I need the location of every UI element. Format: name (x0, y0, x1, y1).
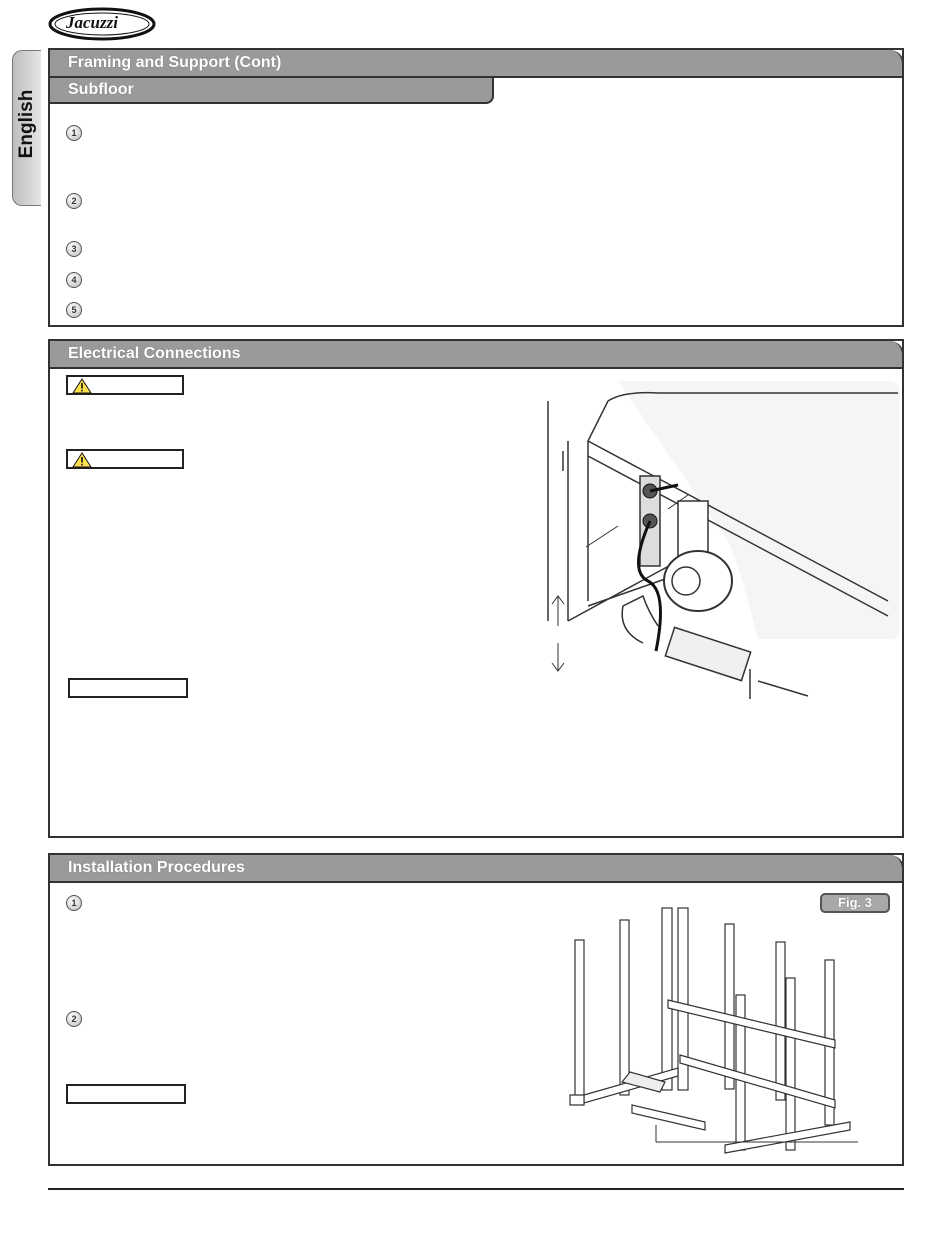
logo-text: Jacuzzi (66, 13, 118, 32)
footer-divider (48, 1188, 904, 1190)
electrical-connection-illustration (528, 381, 908, 711)
framing-section (48, 48, 904, 327)
step-number-1: 1 (66, 895, 82, 911)
step-number-2: 2 (66, 1011, 82, 1027)
step-number-1: 1 (66, 125, 82, 141)
step-number-2: 2 (66, 193, 82, 209)
electrical-section-title: Electrical Connections (50, 341, 904, 369)
step-number-3: 3 (66, 241, 82, 257)
step-number-4: 4 (66, 272, 82, 288)
danger-warning-box (66, 375, 184, 395)
note-box (66, 1084, 186, 1104)
subfloor-subtitle: Subfloor (50, 78, 494, 104)
language-tab-label: English (16, 89, 37, 159)
framing-section-title: Framing and Support (Cont) (50, 50, 904, 78)
installation-section-title: Installation Procedures (50, 855, 904, 883)
language-tab[interactable] (12, 50, 41, 206)
step-number-5: 5 (66, 302, 82, 318)
figure-label-fig3: Fig. 3 (820, 893, 890, 913)
note-box (68, 678, 188, 698)
framing-illustration (560, 900, 880, 1160)
caution-warning-box (66, 449, 184, 469)
electrical-section (48, 339, 904, 838)
warning-icon (72, 452, 92, 468)
installation-section (48, 853, 904, 1166)
warning-icon (72, 378, 92, 394)
